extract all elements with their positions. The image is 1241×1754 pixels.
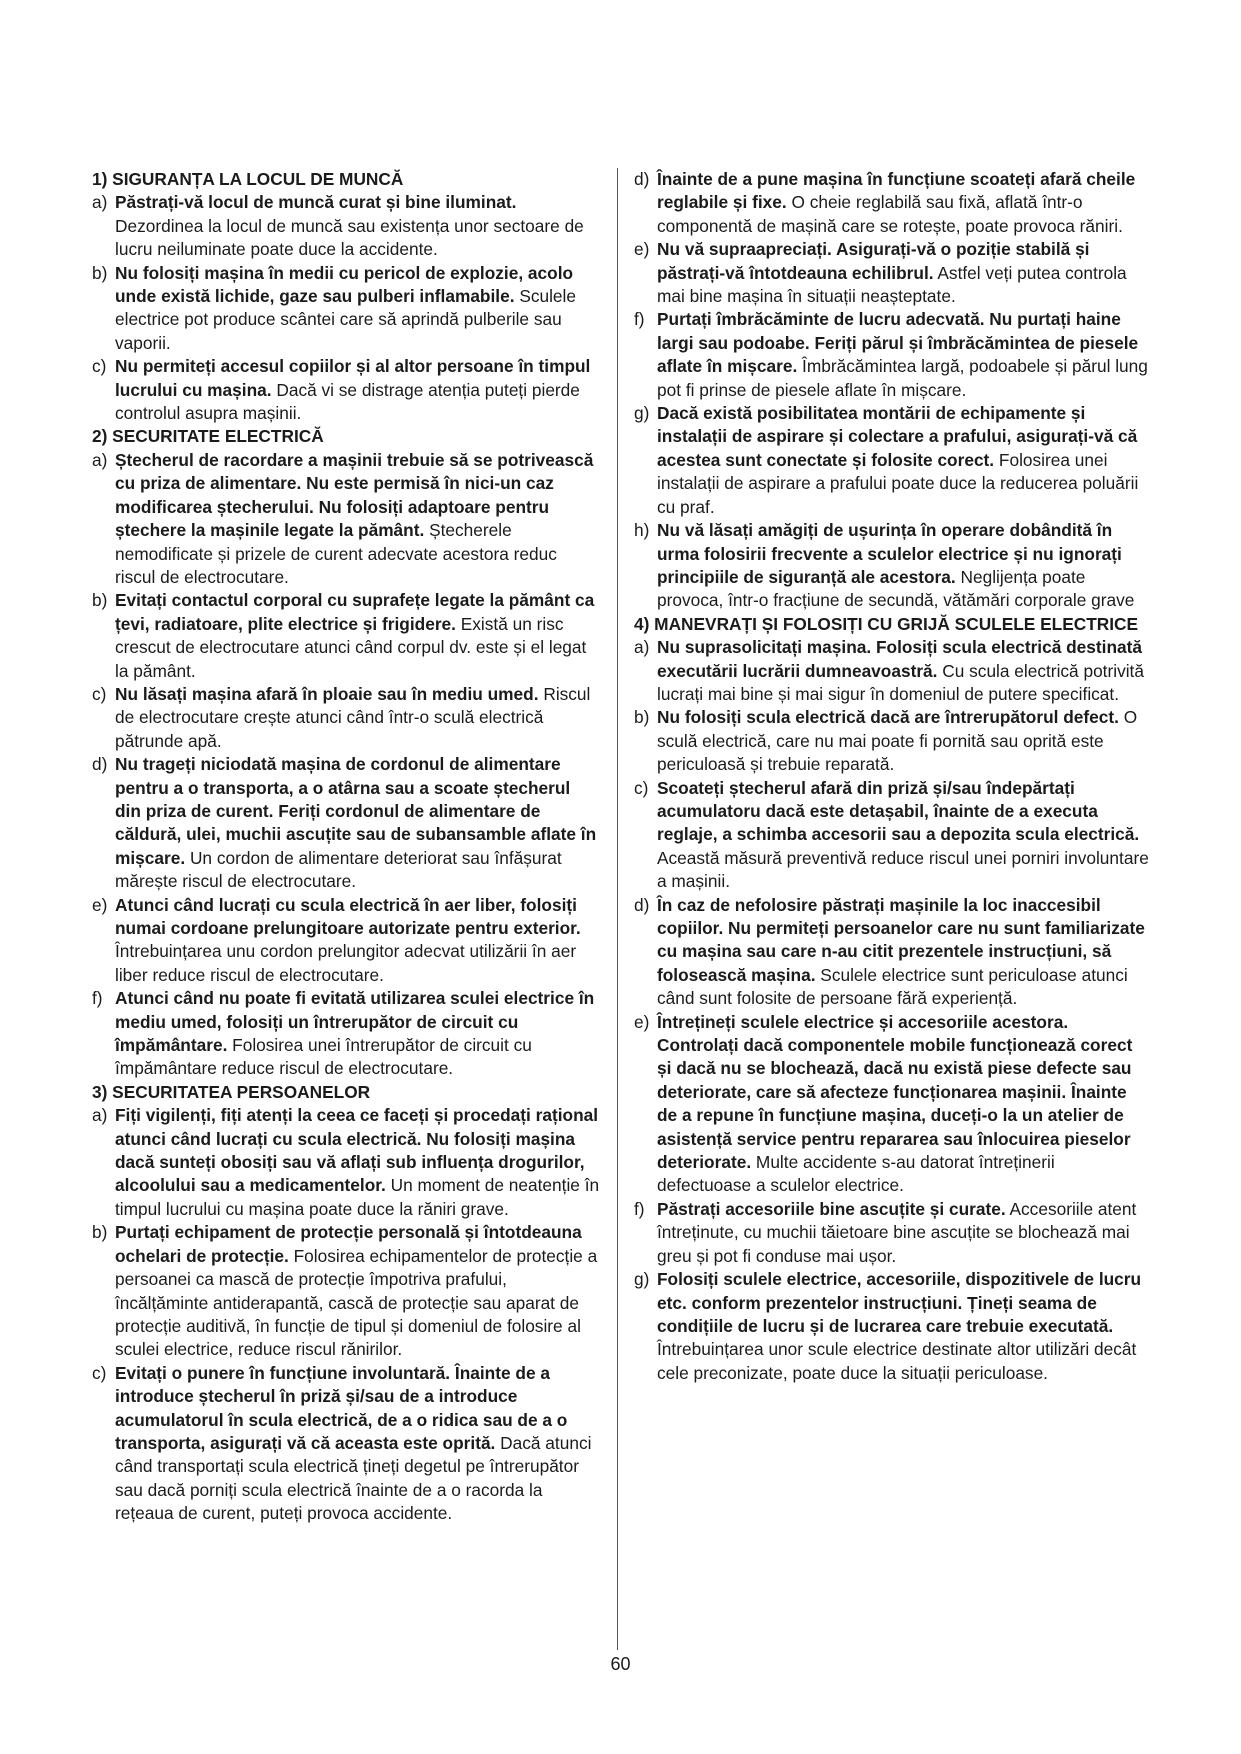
item-explanation: Riscul de electrocutare crește atunci când într-o sculă electrică pătrunde apă. [115,683,591,751]
item-instruction: Atunci când nu poate fi evitată utilizarea sculei electrice în mediu umed, folosiți un întrerupător de circuit cu împământare. [115,988,595,1056]
item-explanation: Folosirea echipamentelor de protecție a persoanei ca mască de protecție împotriva prafului, încălțăminte antiderapantă, cască de protecție sau aparat de protecție auditivă, în funcție de tipul și domeniul de folosire al sculei electrice, reduce riscul rănirilor. [115,1245,598,1360]
page-number: 60 [610,1654,631,1674]
item-marker: a) [634,637,650,658]
section-heading: 4) MANEVRAȚI ȘI FOLOSIȚI CU GRIJĂ SCULELE ELECTRICE [634,613,1139,634]
item-instruction: În caz de nefolosire păstrați mașinile la loc inaccesibil copiilor. Nu permiteți persoanelor care nu sunt familiarizate cu mașina sau care n-au citit prezentele instrucțiuni, să folosească mașina. [657,894,1145,985]
item-instruction: Nu permiteți accesul copiilor și al altor persoane în timpul lucrului cu mașina. [115,356,591,400]
instruction-item [92,1362,600,1526]
item-explanation: Sculele electrice sunt periculoase atunci când sunt folosite de persoane fără experiență. [657,964,1128,1009]
item-explanation: Astfel veți putea controla mai bine mașina în situații neașteptate. [657,262,1127,307]
instruction-item [634,706,1149,776]
item-explanation: Dacă atunci când transportați scula electrică țineți degetul pe întrerupător sau dacă porniți scula electrică înainte de a o racorda la rețeaua de curent, puteți provoca accidente. [115,1432,592,1524]
item-marker: e) [92,894,108,915]
item-marker: g) [634,1269,650,1290]
instruction-item [634,1198,1149,1268]
item-instruction: Evitați contactul corporal cu suprafețe legate la pământ ca țevi, radiatoare, plite electrice și frigidere. [115,590,595,634]
instruction-item [92,589,600,683]
item-explanation: Folosirea unei întrerupător de circuit cu împământare reduce riscul de electrocutare. [115,1035,532,1079]
instruction-item [634,402,1149,519]
item-marker: b) [92,1222,108,1243]
item-instruction: Păstrați-vă locul de muncă curat și bine iluminat. [115,192,517,213]
item-marker: b) [92,590,108,611]
item-instruction: Scoateți ștecherul afară din priză și/sau îndepărtați acumulatoru dacă este detașabil, înainte de a executa reglaje, a schimba accesorii sau a depozita scula electrică. [657,777,1140,845]
item-marker: e) [634,239,650,260]
item-marker: a) [92,449,108,470]
instruction-item [92,683,600,753]
item-marker: c) [92,1362,107,1383]
item-instruction: Fiți vigilenți, fiți atenți la ceea ce faceți și procedați rațional atunci când lucrați cu scula electrică. Nu folosiți mașina dacă sunteți obosiți sau vă aflați sub influența drogurilor, alcoolului sau a medicamentelor. [115,1105,599,1196]
instruction-item [634,636,1149,706]
item-marker: b) [92,262,108,283]
item-marker: b) [634,707,650,728]
instruction-item [634,1011,1149,1198]
item-instruction: Nu folosiți scula electrică dacă are întrerupătorul defect. [657,707,1119,728]
item-explanation: Există un risc crescut de electrocutare atunci când corpul dv. este și el legat la pământ. [115,613,587,681]
instruction-item [92,894,600,988]
instruction-item [634,894,1149,1011]
instruction-item [92,753,600,893]
column-divider [617,168,618,1650]
item-instruction: Înainte de a pune mașina în funcțiune scoateți afară cheile reglabile și fixe. [657,169,1136,213]
instruction-item [634,519,1149,613]
instruction-item [634,308,1149,402]
instruction-item [634,777,1149,894]
item-instruction: Întrețineți sculele electrice și accesoriile acestora. Controlați dacă componentele mobile funcționează corect și dacă nu se blochează, dacă nu există piese defecte sau deteriorate, care să afecteze funcționarea mașinii. Înainte de a repune în funcțiune mașina, duceți-o la un atelier de asistență service pentru repararea sau înlocuirea pieselor deteriorate. [657,1011,1133,1173]
instruction-item [92,449,600,589]
instruction-item [92,262,600,356]
item-instruction: Păstrați accesoriile bine ascuțite și curate. [657,1198,1006,1219]
item-instruction: Ștecherul de racordare a mașinii trebuie să se potrivească cu priza de alimentare. Nu este permisă în nici-un caz modificarea ștecherului. Nu folosiți adaptoare pentru ștechere la mașinile legate la pământ. [115,449,594,541]
item-marker: f) [634,1198,645,1219]
item-instruction: Purtați echipament de protecție personală și întotdeauna ochelari de protecție. [115,1222,582,1266]
item-explanation: Multe accidente s-au datorat întreținerii defectuoase a sculelor electrice. [657,1152,1055,1196]
left-column [92,168,600,1526]
item-instruction: Atunci când lucrați cu scula electrică în aer liber, folosiți numai cordoane prelungitoare autorizate pentru exterior. [115,894,581,938]
item-explanation: Sculele electrice pot produce scântei care să aprindă pulberile sau vaporii. [115,286,576,353]
item-instruction: Nu trageți niciodată mașina de cordonul de alimentare pentru a o transporta, a o atârna sau a scoate ștecherul din priza de curent. Feriți cordonul de alimentare de căldură, ulei, muchii ascuțite sau de subansamble aflate în mișcare. [115,754,597,868]
item-marker: f) [634,309,645,330]
item-explanation: Dezordinea la locul de muncă sau existența unor sectoare de lucru neiluminate poate duce la accidente. [115,215,584,260]
item-explanation: Întrebuințarea unu cordon prelungitor adecvat utilizării în aer liber reduce riscul de electrocutare. [115,941,577,985]
item-instruction: Nu vă lăsați amăgiți de ușurința în operare dobândită în urma folosirii frecvente a sculelor electrice și nu ignorați principiile de siguranță ale acestora. [657,520,1122,587]
item-explanation: O sculă electrică, care nu mai poate fi pornită sau oprită este periculoasă și trebuie reparată. [657,707,1138,775]
item-explanation: Un cordon de alimentare deteriorat sau înfășurat mărește riscul de electrocutare. [115,847,562,892]
item-marker: a) [92,1105,108,1126]
section-heading: 3) SECURITATEA PERSOANELOR [92,1081,371,1102]
item-marker: g) [634,403,650,424]
item-explanation: Cu scula electrică potrivită lucrați mai bine și mai sigur în domeniul de putere specificat. [657,660,1144,704]
item-marker: e) [634,1011,650,1032]
item-explanation: Întrebuințarea unor scule electrice destinate altor utilizări decât cele preconizate, poate duce la situații periculoase. [657,1339,1137,1383]
item-marker: c) [92,356,107,377]
item-explanation: Accesoriile atent întreținute, cu muchii tăietoare bine ascuțite se blochează mai greu și pot fi conduse mai ușor. [657,1198,1137,1266]
item-explanation: Ștecherele nemodificate și prizele de curent adecvate acestora reduc riscul de electrocutare. [115,520,557,587]
right-column [634,168,1149,1385]
instruction-item [634,238,1149,308]
item-explanation: Neglijența poate provoca, într-o fracțiune de secundă, vătămări corporale grave [657,566,1135,611]
item-marker: d) [634,894,650,915]
item-marker: d) [92,754,108,775]
instruction-item [92,1104,600,1221]
item-instruction: Nu suprasolicitați mașina. Folosiți scula electrică destinată executării lucrării dumneavoastră. [657,637,1142,681]
item-instruction: Nu vă supraapreciați. Asigurați-vă o poziție stabilă și păstrați-vă întotdeauna echilibrul. [657,239,1090,283]
item-marker: d) [634,169,650,189]
item-explanation: Dacă vi se distrage atenția puteți pierde controlul asupra mașinii. [115,379,580,424]
item-explanation: Îmbrăcămintea largă, podoabele și părul lung pot fi prinse de piesele aflate în mișcare. [657,356,1148,400]
item-instruction: Evitați o punere în funcțiune involuntară. Înainte de a introduce ștecherul în priză și/sau de a introduce acumulatorul în scula electrică, de a o ridica sau de a o transporta, asigurați vă că aceasta este oprită. [115,1362,568,1453]
item-marker: h) [634,520,650,541]
item-instruction: Folosiți sculele electrice, accesoriile, dispozitivele de lucru etc. conform prezentelor instrucțiuni. Țineți seama de condițiile de lucru și de lucrarea care trebuie executată. [657,1269,1142,1336]
item-instruction: Dacă există posibilitatea montării de echipamente și instalații de aspirare și colectare a prafului, asigurați-vă că acestea sunt conectate și folosite corect. [657,403,1138,470]
instruction-item [634,168,1149,238]
item-marker: a) [92,192,108,213]
instruction-item [92,1221,600,1361]
item-instruction: Nu folosiți mașina în medii cu pericol de explozie, acolo unde există lichide, gaze sau pulberi inflamabile. [115,262,574,307]
item-instruction: Nu lăsați mașina afară în ploaie sau în mediu umed. [115,683,539,704]
item-explanation: Această măsură preventivă reduce riscul unei porniri involuntare a mașinii. [657,847,1149,892]
section-heading: 1) SIGURANȚA LA LOCUL DE MUNCĂ [92,169,404,189]
item-instruction: Purtați îmbrăcăminte de lucru adecvată. Nu purtați haine largi sau podoabe. Feriți părul și îmbrăcămintea de piesele aflate în mișcare. [657,309,1139,377]
section-heading: 2) SECURITATE ELECTRICĂ [92,426,324,447]
item-marker: c) [634,777,649,798]
item-explanation: Un moment de neatenție în timpul lucrului cu mașina poate duce la răniri grave. [115,1175,600,1219]
instruction-item [92,987,600,1081]
item-marker: c) [92,683,107,704]
instruction-item [634,1268,1149,1385]
item-explanation: Folosirea unei instalații de aspirare a prafului poate duce la reducerea poluării cu praf. [657,449,1139,517]
instruction-item [92,355,600,425]
instruction-item [92,191,600,261]
item-marker: f) [92,988,103,1009]
item-explanation: O cheie reglabilă sau fixă, aflată într-o componentă de mașină care se rotește, poate provoca răniri. [657,192,1123,236]
